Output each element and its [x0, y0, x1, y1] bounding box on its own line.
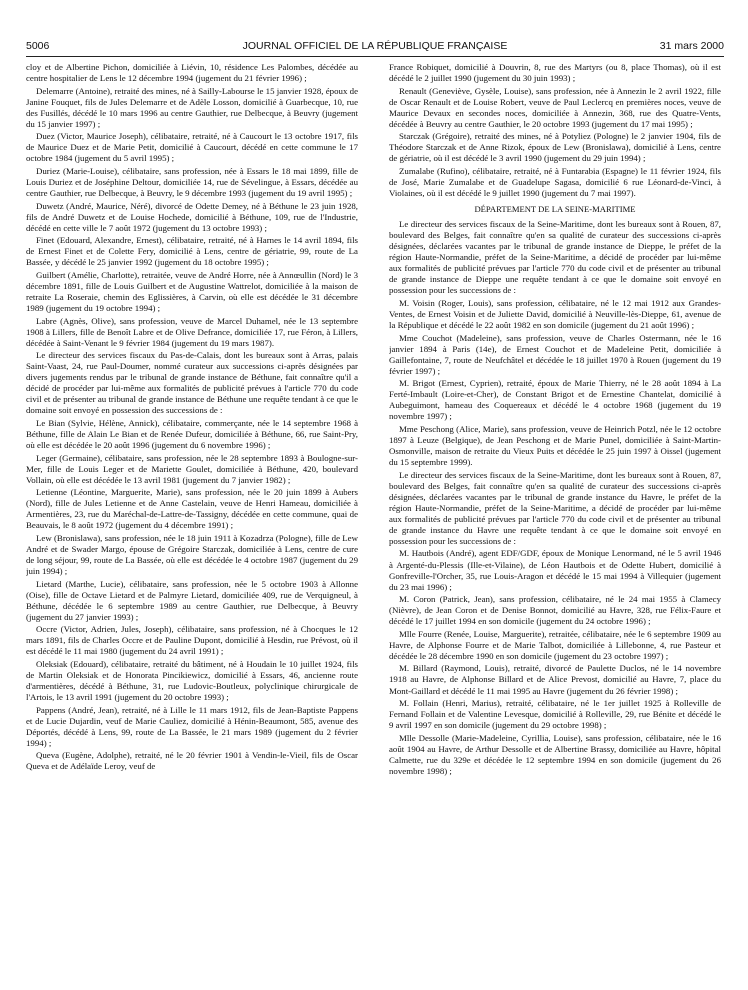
left-column — [26, 62, 358, 984]
paragraph: Mme Couchot (Madeleine), sans profession, veuve de Charles Ostermann, née le 16 janvier 1894 à Paris (14e), de Ernest Couchot et de Madeleine Petit, domiciliée à Gaillefontaine, 7, route de Neufchâtel et décédée le 18 juillet 1970 à Rouen (jugement du 19 février 1997) ; — [389, 332, 721, 376]
page-number: 5006 — [26, 40, 50, 52]
paragraph: Mlle Fourre (Renée, Louise, Marguerite), retraitée, célibataire, née le 6 septembre 1909 au Havre, de Alphonse Fourre et de Marie Talbot, domiciliée à Lillebonne, 4, rue Pasteur et décédée le 28 décembre 1990 en son domicile (jugement du 23 octobre 1997) ; — [389, 628, 721, 661]
paragraph: M. Follain (Henri, Marius), retraité, célibataire, né le 1er juillet 1925 à Rolleville de Fernand Follain et de Valentine Levesque, domicilié à Rolleville, 29, rue Bénite et décédé le 9 avril 1997 en son domicile (jugement du 29 octobre 1998) ; — [389, 698, 721, 731]
paragraph: M. Coron (Patrick, Jean), sans profession, célibataire, né le 24 mai 1955 à Clamecy (Nièvre), de Jean Coron et de Denise Bonnot, domicilié au Havre, 328, rue Félix-Faure et décédé le 17 juillet 1994 en son domicile (jugement du 24 octobre 1996) ; — [389, 594, 721, 627]
paragraph: Delemarre (Antoine), retraité des mines, né à Sailly-Labourse le 15 janvier 1928, époux de Janine Fouquet, fils de Jules Delemarre et de Adèle Losson, domicilié à Guarbecque, 10, rue des Fusillés, décédé le 10 mars 1996 au centre Gauthier, rue Delbecque, à Beuvry (jugement du 15 janvier 1997) ; — [26, 85, 358, 129]
paragraph: Leger (Germaine), célibataire, sans profession, née le 28 septembre 1893 à Boulogne-sur-Mer, fille de Louis Leger et de Mariette Goulet, domiciliée à Béthune, 420, boulevard Vollain, où elle est décédée le 13 avril 1981 (jugement du 7 janvier 1982) ; — [26, 452, 358, 485]
paragraph: Labre (Agnès, Olive), sans profession, veuve de Marcel Duhamel, née le 13 septembre 1908 à Lillers, fille de Benoît Labre et de Olive Defrance, domiciliée 17, rue Féron, à Lillers, décédée à Saint-Venant le 9 février 1984 (jugement du 19 mars 1987). — [26, 315, 358, 348]
paragraph: Mlle Dessolle (Marie-Madeleine, Cyrillia, Louise), sans profession, célibataire, née le 16 août 1904 au Havre, de Arthur Dessolle et de Albertine Brassy, domiciliée au Havre, hôpital Calmette, rue du 329e et décédée le 12 septembre 1994 en son domicile (jugement du 26 novembre 1998) ; — [389, 732, 721, 776]
header-rule — [26, 56, 724, 57]
paragraph: M. Voisin (Roger, Louis), sans profession, célibataire, né le 12 mai 1912 aux Grandes-Ventes, de Ernest Voisin et de Juliette David, domicilié à Neuville-lès-Dieppe, 61, avenue de la République et décédé le 22 août 1982 en son domicile (jugement du 21 août 1996) ; — [389, 297, 721, 331]
paragraph: M. Hautbois (André), agent EDF/GDF, époux de Monique Lenormand, né le 5 avril 1946 à Argenté-du-Plessis (Ille-et-Vilaine), de Léon Hautbois et de Odette Hubert, domicilié à Gonfreville-l'Orcher, 35, rue Louis-Aragon et décédé le 15 mai 1994 à Villequier (jugement du 23 mai 1996) ; — [389, 548, 721, 592]
paragraph: Renault (Geneviève, Gysèle, Louise), sans profession, née à Annezin le 2 avril 1922, fille de Oscar Renault et de Louise Robert, veuve de Paul Leclercq en premières noces, veuve de Maurice Devaux en secondes noces, domiciliée à Annezin, 368, rue des Quatre-Vents, décédée à Beuvry au centre Gauthier, le 20 octobre 1993 (jugement du 17 mai 1995) ; — [389, 85, 721, 129]
paragraph: cloy et de Albertine Pichon, domiciliée à Liévin, 10, résidence Les Palombes, décédée au centre hospitalier de Lens le 12 décembre 1994 (jugement du 21 février 1996) ; — [26, 62, 358, 84]
paragraph: Starczak (Grégoire), retraité des mines, né à Potyliez (Pologne) le 2 janvier 1904, fils de Théodore Starczak et de Anne Rizok, époux de Lew (Bronislawa), domicilié à Lens, centre de gériatrie, où il est décédé le 3 avril 1990 (jugement du 29 juin 1994) ; — [389, 131, 721, 164]
paragraph: Letienne (Léontine, Marguerite, Marie), sans profession, née le 20 juin 1899 à Aubers (Nord), fille de Jules Letienne et de Anne Castelain, veuve de Henri Hameau, domiciliée à Armentières, 23, rue du Maréchal-de-Lattre-de-Tassigny, décédée en cette commune, quai de Beauvais, le 8 août 1972 (jugement du 4 décembre 1991) ; — [26, 487, 358, 531]
paragraph: Finet (Edouard, Alexandre, Ernest), célibataire, retraité, né à Harnes le 14 avril 1894, fils de Ernest Finet et de Colette Fery, domicilié à Lens, centre de gériatrie, 99, route de La Bassée, y décédé le 25 janvier 1992 (jugement du 18 octobre 1995) ; — [26, 235, 358, 268]
paragraph: Occre (Victor, Adrien, Jules, Joseph), célibataire, sans profession, né à Chocques le 12 mars 1891, fils de Charles Occre et de Pauline Dupont, domicilié à Hesdin, rue Prévost, où il est décédé le 11 mai 1980 (jugement du 24 avril 1991) ; — [26, 624, 358, 657]
paragraph: Duwetz (André, Maurice, Néré), divorcé de Odette Demey, né à Béthune le 23 juin 1928, fils de André Duwetz et de Louise Hochede, domicilié à Béthune, 109, rue de l'Industrie, décédé en cette ville le 7 août 1972 (jugement du 13 octobre 1993) ; — [26, 200, 358, 233]
page-header — [26, 40, 724, 56]
journal-title: JOURNAL OFFICIEL DE LA RÉPUBLIQUE FRANÇAISE — [242, 40, 508, 52]
paragraph: Lew (Bronislawa), sans profession, née le 18 juin 1911 à Kozadrza (Pologne), fille de Lew André et de Swader Margo, épouse de Grégoire Starczak, domiciliée à Lens, centre de cure de long séjour, 99, route de La Bassée, où elle est décédée le 4 octobre 1987 (jugement du 29 juin 1994) ; — [26, 532, 358, 577]
issue-date: 31 mars 2000 — [659, 40, 724, 52]
paragraph: France Robiquet, domicilié à Douvrin, 8, rue des Martyrs (ou 8, place Thomas), où il est décédé le 2 juillet 1990 (jugement du 30 juin 1993) ; — [389, 62, 721, 84]
paragraph: Oleksiak (Edouard), célibataire, retraité du bâtiment, né à Houdain le 10 juillet 1924, fils de Martin Oleksiak et de Honorata Pincikiewicz, domicilié à Essars, 46, ancienne route d'armentières, décédé à Béthune, 31, rue Ludovic-Boutleux, polyclinique chirurgicale de l'Artois, le 13 avril 1991 (jugement du 20 octobre 1993) ; — [26, 658, 358, 703]
paragraph: Queva (Eugène, Adolphe), retraité, né le 20 février 1901 à Vendin-le-Vieil, fils de Oscar Queva et de Adélaïde Leroy, veuf de — [26, 750, 358, 772]
paragraph: Le Bian (Sylvie, Hélène, Annick), célibataire, commerçante, née le 14 septembre 1968 à Béthune, fille de Alain Le Bian et de Renée Dufeur, domiciliée à Béthune, 66, rue Saint-Pry, où elle est décédée le 20 août 1996 (jugement du 6 novembre 1996) ; — [26, 417, 358, 451]
paragraph: Le directeur des services fiscaux du Pas-de-Calais, dont les bureaux sont à Arras, palais Saint-Vaast, 24, rue Paul-Doumer, nommé curateur aux successions ci-après désignées par divers jugements rendus par le tribunal de grande instance de Béthune, fait connaître qu'il a décidé de procéder par lui-même aux formalités de publicité prévues à l'article 770 du code civil et de présenter au tribunal de grande instance de Béthune une requête tendant à ce que le domaine soit envoyé en possession des successions de : — [26, 350, 358, 416]
right-column — [389, 62, 721, 984]
section-heading: DÉPARTEMENT DE LA SEINE-MARITIME — [474, 204, 636, 215]
paragraph: Pappens (André, Jean), retraité, né à Lille le 11 mars 1912, fils de Jean-Baptiste Pappens et de Lucie Dujardin, veuf de Marie Cauliez, domicilié à Hénin-Beaumont, 585, avenue des Déportés, décédé à Lens, 99, route de La Bassée, le 21 mars 1989 (jugement du 2 février 1994) ; — [26, 704, 358, 748]
paragraph: Duez (Victor, Maurice Joseph), célibataire, retraité, né à Caucourt le 13 octobre 1917, fils de Maurice Duez et de Marie Petit, domicilié à Caucourt, décédé en cette commune le 17 octobre 1984 (jugement du 5 avril 1995) ; — [26, 131, 358, 164]
paragraph: Le directeur des services fiscaux de la Seine-Maritime, dont les bureaux sont à Rouen, 87, boulevard des Belges, fait connaître qu'en sa qualité de curateur des successions ci-après désignées, déclarées vacantes par le tribunal de grande instance de Dieppe, le préfet de la région Haute-Normandie, préfet de la Seine-Maritime, a décidé de procéder par lui-même aux formalités de publicité prévues par l'article 770 du code civil et de présenter au tribunal de grande instance de Dieppe une requête tendant à ce que le domaine soit envoyé en possession pour les successions de : — [389, 219, 721, 296]
paragraph: M. Brigot (Ernest, Cyprien), retraité, époux de Marie Thierry, né le 28 août 1894 à La Ferté-Imbault (Loire-et-Cher), de Constant Brigot et de Ernestine Chantelat, domicilié à Aubeguimont, hameau des Coquereaux et décédé le 4 octobre 1968 (jugement du 19 novembre 1997) ; — [389, 378, 721, 422]
paragraph: Mme Peschong (Alice, Marie), sans profession, veuve de Heinrich Potzl, née le 12 octobre 1897 à Leuze (Belgique), de Jean Peschong et de Marie Punel, domiciliée à Saint-Martin-Osmonville, maison de retraite du Vieux Puits et décédée le 25 juin 1997 à Oissel (jugement du 15 septembre 1999). — [389, 423, 721, 468]
paragraph: Guilbert (Amélie, Charlotte), retraitée, veuve de André Horre, née à Annœullin (Nord) le 3 décembre 1891, fille de Louis Guilbert et de Augustine Wattrelot, domiciliée à la maison de retraite La Roseraie, chemin des Eglissières, à Carvin, où elle est décédée le 31 décembre 1989 (jugement du 19 octobre 1994) ; — [26, 269, 358, 313]
paragraph: Duriez (Marie-Louise), célibataire, sans profession, née à Essars le 18 mai 1899, fille de Louis Duriez et de Joséphine Deltour, domiciliée 14, rue de Sévelingue, à Essars, décédée au centre Gauthier, rue Delbecque, à Beuvry, le 9 décembre 1993 (jugement du 19 avril 1995) ; — [26, 165, 358, 199]
paragraph: Lietard (Marthe, Lucie), célibataire, sans profession, née le 5 octobre 1903 à Allonne (Oise), fille de Octave Lietard et de Palmyre Lietard, domiciliée 409, rue de Verquigneul, à Béthune, décédée le 6 septembre 1989 au centre Gauthier, rue Delbecque, à Beuvry (jugement du 27 janvier 1993) ; — [26, 578, 358, 622]
paragraph: M. Billard (Raymond, Louis), retraité, divorcé de Paulette Duclos, né le 14 novembre 1918 au Havre, de Alphonse Billard et de Alice Prevost, domicilié au Havre, 7, place du Mont-Gaillard et décédé le 11 mai 1995 au Havre (jugement du 26 février 1998) ; — [389, 663, 721, 696]
paragraph: Zumalabe (Rufino), célibataire, retraité, né à Funtarabia (Espagne) le 11 février 1924, fils de José, Marie Zumalabe et de Guadelupe Sagasa, domicilié 6 rue Léonard-de-Vinci, à Violaines, où il est décédé le 9 juillet 1990 (jugement du 7 mai 1997). — [389, 165, 721, 199]
paragraph: Le directeur des services fiscaux de la Seine-Maritime, dont les bureaux sont à Rouen, 87, boulevard des Belges, fait connaître qu'en sa qualité de curateur des successions ci-après désignées, déclarées vacantes par le tribunal de grande instance du Havre, le préfet de la région Haute-Normandie, préfet de la Seine-Maritime, a décidé de procéder par lui-même aux formalités de publicité prévues par l'article 770 du code civil et de présenter au tribunal de grande instance du Havre une requête tendant à ce que le domaine soit envoyé en possession pour les successions de : — [389, 469, 721, 546]
